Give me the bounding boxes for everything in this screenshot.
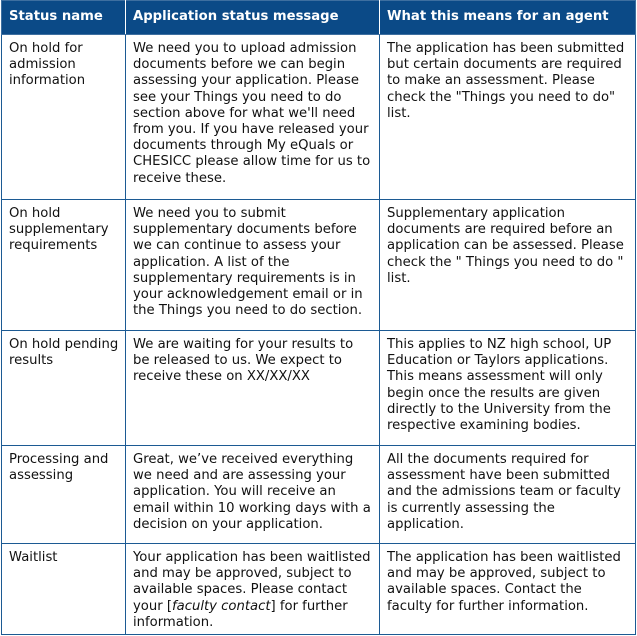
agent-meaning-cell: Supplementary application documents are required before an application can be assessed. Please check the " Things you need to do " list. <box>380 200 636 331</box>
table-header-row <box>2 1 636 35</box>
status-message-cell <box>126 544 380 635</box>
status-name-cell: Processing and assessing <box>2 446 126 544</box>
agent-meaning-cell: This applies to NZ high school, UP Education or Taylors applications. This means assessment will only begin once the results are given directly to the University from the respective examining bodies. <box>380 331 636 446</box>
agent-meaning-cell: The application has been waitlisted and may be approved, subject to available spaces. Contact the faculty for further information. <box>380 544 636 635</box>
status-message-cell: We are waiting for your results to be released to us. We expect to receive these on XX/XX/XX <box>126 331 380 446</box>
agent-meaning-cell: All the documents required for assessment have been submitted and the admissions team or faculty is currently assessing the application. <box>380 446 636 544</box>
table-row <box>2 200 636 331</box>
message-text-end: ] for further information. <box>133 598 348 630</box>
application-status-table <box>1 0 636 635</box>
status-name-cell: Waitlist <box>2 544 126 635</box>
header-agent-meaning: What this means for an agent <box>380 1 636 35</box>
faculty-contact-placeholder: faculty contact <box>172 598 271 614</box>
message-text-start: Your application has been waitlisted and may be approved, subject to available spaces. Please contact your [ <box>133 550 371 614</box>
table-row <box>2 544 636 635</box>
status-name-cell: On hold pending results <box>2 331 126 446</box>
header-application-status-message: Application status message <box>126 1 380 35</box>
table-row <box>2 446 636 544</box>
status-message-cell: We need you to upload admission documents before we can begin assessing your application. Please see your Things you need to do section above for what we'll need from you. If you have released your documents through My eQuals or CHESICC please allow time for us to receive these. <box>126 35 380 200</box>
status-name-cell: On hold supplementary requirements <box>2 200 126 331</box>
status-message-cell: We need you to submit supplementary documents before we can continue to assess your application. A list of the supplementary requirements is in your acknowledgement email or in the Things you need to do section. <box>126 200 380 331</box>
agent-meaning-cell: The application has been submitted but certain documents are required to make an assessment. Please check the "Things you need to do" list. <box>380 35 636 200</box>
status-name-cell: On hold for admission information <box>2 35 126 200</box>
table-row <box>2 331 636 446</box>
header-status-name: Status name <box>2 1 126 35</box>
table-row <box>2 35 636 200</box>
status-message-cell: Great, we’ve received everything we need and are assessing your application. You will receive an email within 10 working days with a decision on your application. <box>126 446 380 544</box>
